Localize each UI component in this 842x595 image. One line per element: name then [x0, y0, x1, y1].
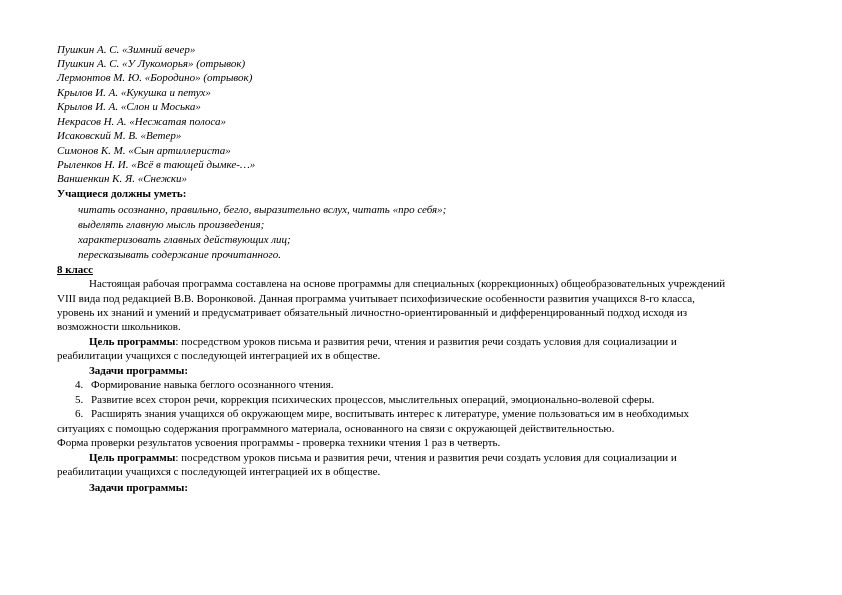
skills-heading: Учащиеся должны уметь:: [57, 188, 187, 200]
reading-list-item: Лермонтов М. Ю. «Бородино» (отрывок): [57, 72, 253, 84]
goal-text: : посредством уроков письма и развития речи, чтения и развития речи создать условия для социализации и: [175, 452, 677, 464]
reading-list-item: Крылов И. А. «Кукушка и петух»: [57, 87, 211, 99]
skill-item: пересказывать содержание прочитанного.: [78, 249, 281, 261]
intro-text-line: VIII вида под редакцией В.В. Воронковой. Данная программа учитывает психофизические особенности развития учащихся 8-го класса,: [57, 293, 695, 305]
skill-item: выделять главную мысль произведения;: [78, 219, 265, 231]
goal-paragraph: [89, 335, 677, 349]
intro-text-line: уровень их знаний и умений и предусматривает обязательный личностно-ориентированный и дифференцированный подход исходя из: [57, 307, 688, 319]
task-text-line: ситуациях с помощью содержания программного материала, основанного на связи с окружающей действительностью.: [57, 423, 615, 435]
reading-list-item: Пушкин А. С. «У Лукоморья» (отрывок): [57, 58, 246, 70]
skill-item: читать осознанно, правильно, бегло, выразительно вслух, читать «про себя»;: [78, 204, 447, 216]
goal-label: Цель программы: [89, 452, 176, 464]
reading-list-item: Исаковский М. В. «Ветер»: [57, 130, 182, 142]
reading-list-item: Пушкин А. С. «Зимний вечер»: [57, 44, 196, 56]
task-number: 4.: [75, 379, 84, 391]
task-number: 5.: [75, 394, 84, 406]
goal-text-line: реабилитации учащихся с последующей интеграцией их в обществе.: [57, 466, 381, 478]
tasks-heading: Задачи программы:: [89, 482, 189, 494]
intro-text-line: возможности школьников.: [57, 321, 181, 333]
goal-label: Цель программы: [89, 336, 176, 348]
reading-list-item: Симонов К. М. «Сын артиллериста»: [57, 145, 231, 157]
reading-list-item: Крылов И. А. «Слон и Моська»: [57, 101, 201, 113]
goal-text: : посредством уроков письма и развития речи, чтения и развития речи создать условия для социализации и: [175, 336, 677, 348]
reading-list-item: Некрасов Н. А. «Несжатая полоса»: [57, 116, 226, 128]
grade-heading: 8 класс: [57, 264, 94, 276]
intro-text-line: Настоящая рабочая программа составлена на основе программы для специальных (коррекционных) общеобразовательных учреждений: [89, 278, 726, 290]
task-number: 6.: [75, 408, 84, 420]
tasks-heading: Задачи программы:: [89, 365, 189, 377]
task-text: Расширять знания учащихся об окружающем мире, воспитывать интерес к литературе, умение пользоваться им в необходимых: [91, 408, 690, 420]
reading-list-item: Ваншенкин К. Я. «Снежки»: [57, 173, 187, 185]
reading-list-item: Рыленков Н. И. «Всё в тающей дымке-…»: [57, 159, 256, 171]
goal-paragraph: [89, 451, 677, 465]
task-text: Формирование навыка беглого осознанного чтения.: [91, 379, 334, 391]
goal-text-line: реабилитации учащихся с последующей интеграцией их в обществе.: [57, 350, 381, 362]
check-form-text: Форма проверки результатов усвоения программы - проверка техники чтения 1 раз в четверть.: [57, 437, 501, 449]
task-text: Развитие всех сторон речи, коррекция психических процессов, мыслительных операций, эмоционально-волевой сферы.: [91, 394, 655, 406]
skill-item: характеризовать главных действующих лиц;: [78, 234, 291, 246]
